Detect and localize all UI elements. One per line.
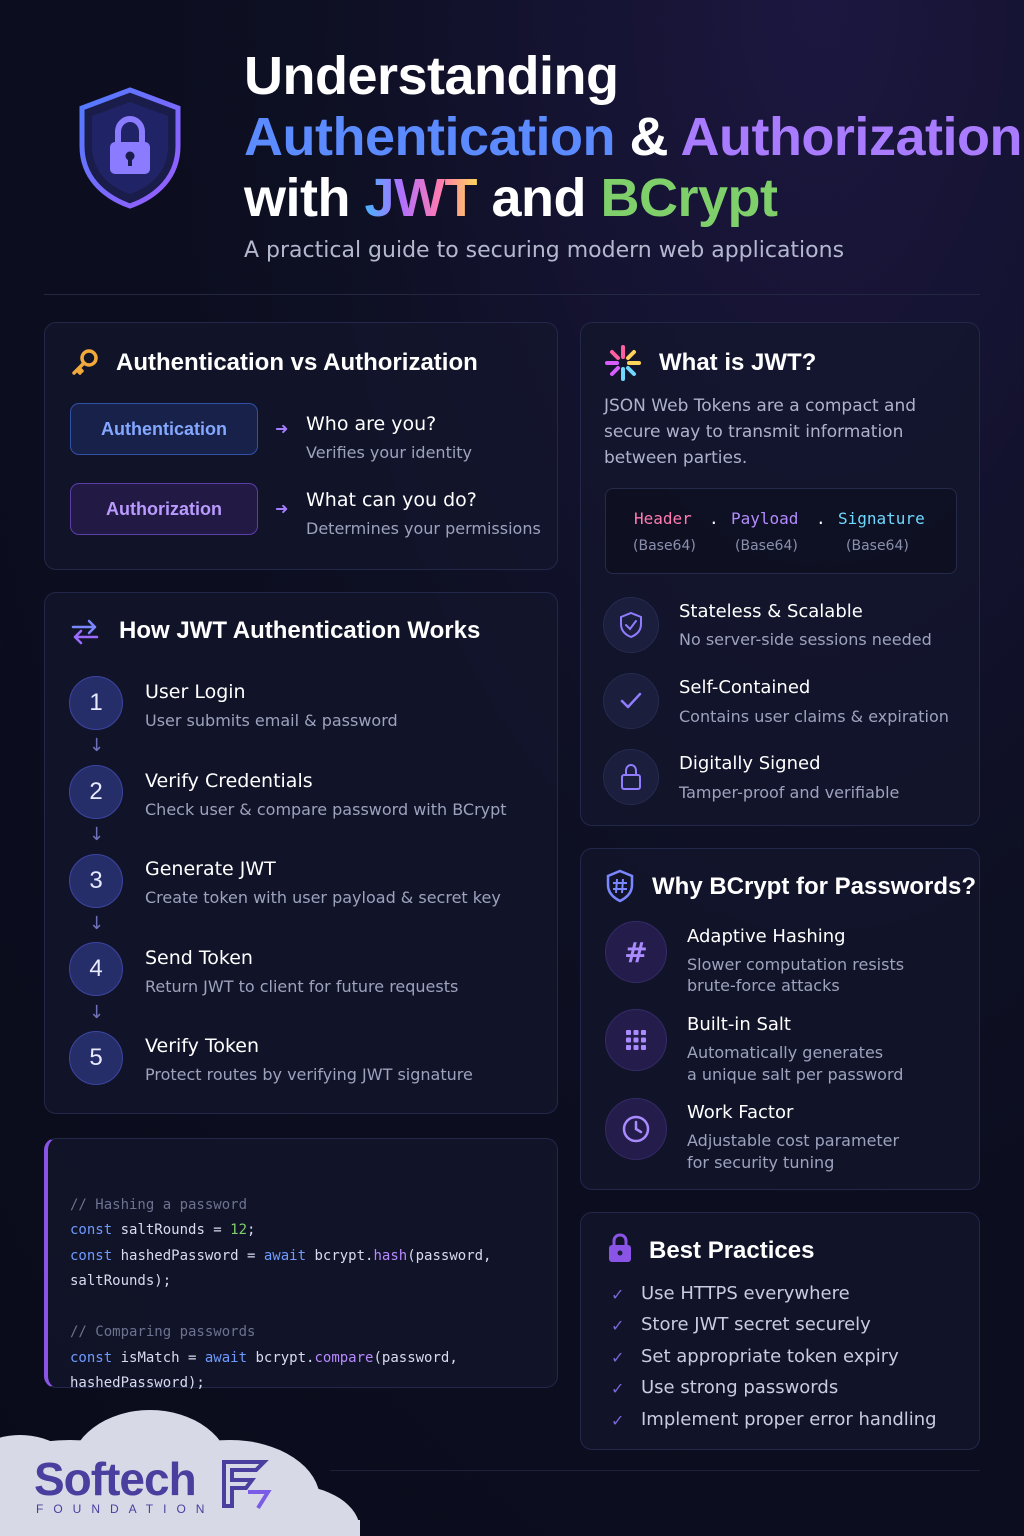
best-practice-item: Set appropriate token expiry [641, 1346, 899, 1367]
bcrypt-item-desc: Automatically generates [687, 1043, 884, 1062]
code-function: hash [373, 1247, 408, 1264]
bcrypt-item-desc: Slower computation resists [687, 955, 905, 974]
best-practice-item: Store JWT secret securely [641, 1314, 871, 1335]
code-text: bcrypt. [247, 1349, 315, 1366]
code-keyword: const [70, 1222, 113, 1238]
lock-icon [607, 1233, 633, 1267]
jwt-part-encoding: (Base64) [846, 538, 909, 554]
auth-vs-authz-card [44, 322, 558, 570]
code-text: (password, [407, 1247, 492, 1264]
code-keyword: await [263, 1247, 307, 1264]
feature-desc: No server-side sessions needed [679, 630, 932, 649]
code-snippet-card [44, 1138, 558, 1391]
title-authentication: Authentication [244, 107, 615, 167]
footer-divider [330, 1470, 980, 1471]
check-icon: ✓ [611, 1316, 625, 1335]
what-is-jwt-title: What is JWT? [659, 349, 817, 376]
how-jwt-works-title: How JWT Authentication Works [119, 617, 481, 644]
why-bcrypt-title: Why BCrypt for Passwords? [652, 873, 977, 900]
step-desc: Check user & compare password with BCrypt [145, 800, 507, 819]
check-icon: ✓ [611, 1285, 625, 1304]
code-block [70, 1167, 491, 1422]
authentication-pill: Authentication [70, 403, 258, 455]
softech-logo-icon [204, 1456, 274, 1518]
best-practice-item: Use strong passwords [641, 1377, 839, 1398]
code-keyword: const [70, 1349, 113, 1366]
code-text: bcrypt. [306, 1247, 374, 1264]
bcrypt-item-title: Work Factor [687, 1102, 794, 1123]
feature-title: Self-Contained [679, 677, 811, 698]
softech-logo-subtext: FOUNDATION [36, 1502, 215, 1516]
code-text: ; [247, 1222, 256, 1238]
check-icon: ✓ [611, 1348, 625, 1367]
step-desc: Create token with user payload & secret key [145, 888, 501, 907]
title-authorization: Authorization [680, 107, 1022, 167]
best-practice-item: Implement proper error handling [641, 1409, 937, 1430]
header-divider [44, 294, 980, 295]
step-desc: Protect routes by verifying JWT signature [145, 1065, 473, 1084]
code-number: 12 [230, 1222, 248, 1238]
why-bcrypt-card [580, 848, 980, 1190]
jwt-description: JSON Web Tokens are a compact and secure way to transmit information between parties. [604, 396, 917, 468]
code-comment: // Comparing passwords [70, 1324, 256, 1340]
jwt-structure-box [605, 488, 957, 574]
bcrypt-item-desc: brute-force attacks [687, 976, 840, 995]
authorization-pill: Authorization [70, 483, 258, 535]
feature-title: Digitally Signed [679, 753, 821, 774]
code-comment: // Hashing a password [70, 1196, 248, 1213]
step-number: 2 [69, 765, 123, 819]
jwt-part-encoding: (Base64) [633, 538, 696, 554]
check-icon: ✓ [611, 1411, 625, 1430]
arrow-down-icon: ↓ [89, 1002, 105, 1023]
bcrypt-item-title: Adaptive Hashing [687, 926, 846, 947]
check-icon: ✓ [611, 1379, 625, 1398]
code-text: saltRounds); [70, 1273, 172, 1289]
hash-icon: # [605, 921, 667, 983]
step-desc: User submits email & password [145, 711, 398, 730]
arrow-down-icon: ↓ [89, 735, 105, 756]
best-practices-title: Best Practices [649, 1237, 815, 1264]
best-practices-card [580, 1212, 980, 1450]
code-text: (password, [373, 1349, 458, 1366]
jwt-logo-icon [603, 343, 643, 387]
step-number: 4 [69, 942, 123, 996]
step-number: 3 [69, 854, 123, 908]
shield-lock-icon [74, 84, 186, 212]
title-line-3 [244, 168, 778, 228]
what-is-jwt-card [580, 322, 980, 826]
step-title: User Login [145, 681, 246, 703]
title-line-1: Understanding [244, 46, 619, 106]
softech-logo-text: Softech [34, 1453, 196, 1505]
clock-icon [605, 1098, 667, 1160]
code-text: saltRounds = [112, 1222, 231, 1238]
refresh-arrows-icon [69, 615, 101, 651]
how-jwt-works-card [44, 592, 558, 1114]
step-desc: Return JWT to client for future requests [145, 977, 459, 996]
best-practice-item: Use HTTPS everywhere [641, 1283, 850, 1304]
arrow-right-icon: ➜ [275, 499, 289, 518]
check-icon [603, 673, 659, 729]
step-title: Send Token [145, 947, 253, 969]
page-subtitle: A practical guide to securing modern web applications [244, 238, 845, 263]
authentication-desc: Verifies your identity [306, 443, 473, 462]
authentication-question: Who are you? [306, 413, 437, 435]
authorization-desc: Determines your permissions [306, 519, 541, 538]
arrow-right-icon: ➜ [275, 419, 289, 438]
grid-dots-icon [605, 1009, 667, 1071]
title-and: and [476, 168, 601, 228]
code-keyword: await [204, 1349, 248, 1366]
arrow-down-icon: ↓ [89, 824, 105, 845]
step-number: 5 [69, 1031, 123, 1085]
title-with: with [244, 168, 365, 228]
shield-check-icon [603, 597, 659, 653]
bcrypt-item-title: Built-in Salt [687, 1014, 791, 1035]
title-bcrypt: BCrypt [600, 168, 778, 228]
shield-hash-icon [605, 869, 635, 907]
code-keyword: const [70, 1247, 113, 1264]
code-text: hashedPassword = [112, 1247, 264, 1264]
authorization-question: What can you do? [306, 489, 477, 511]
title-ampersand: & [614, 107, 681, 167]
title-jwt: JWT [364, 168, 477, 228]
step-title: Verify Token [145, 1035, 259, 1057]
jwt-dot: . [816, 509, 826, 528]
key-icon [69, 347, 101, 383]
step-title: Generate JWT [145, 858, 276, 880]
code-function: compare [314, 1349, 374, 1366]
feature-desc: Tamper-proof and verifiable [679, 783, 900, 802]
bcrypt-item-desc: for security tuning [687, 1153, 835, 1172]
step-number: 1 [69, 676, 123, 730]
step-title: Verify Credentials [145, 770, 313, 792]
auth-vs-authz-title: Authentication vs Authorization [116, 349, 478, 376]
feature-title: Stateless & Scalable [679, 601, 863, 622]
code-text: hashedPassword); [70, 1375, 205, 1391]
lock-icon [603, 749, 659, 805]
jwt-part-payload: Payload [731, 509, 799, 528]
feature-desc: Contains user claims & expiration [679, 707, 949, 726]
title-line-2 [244, 107, 1022, 167]
bcrypt-item-desc: a unique salt per password [687, 1065, 904, 1084]
jwt-part-header: Header [634, 509, 692, 528]
jwt-dot: . [709, 509, 719, 528]
bcrypt-item-desc: Adjustable cost parameter [687, 1131, 900, 1150]
jwt-part-encoding: (Base64) [735, 538, 798, 554]
code-text: isMatch = [112, 1349, 205, 1366]
jwt-part-signature: Signature [838, 509, 925, 528]
arrow-down-icon: ↓ [89, 913, 105, 934]
